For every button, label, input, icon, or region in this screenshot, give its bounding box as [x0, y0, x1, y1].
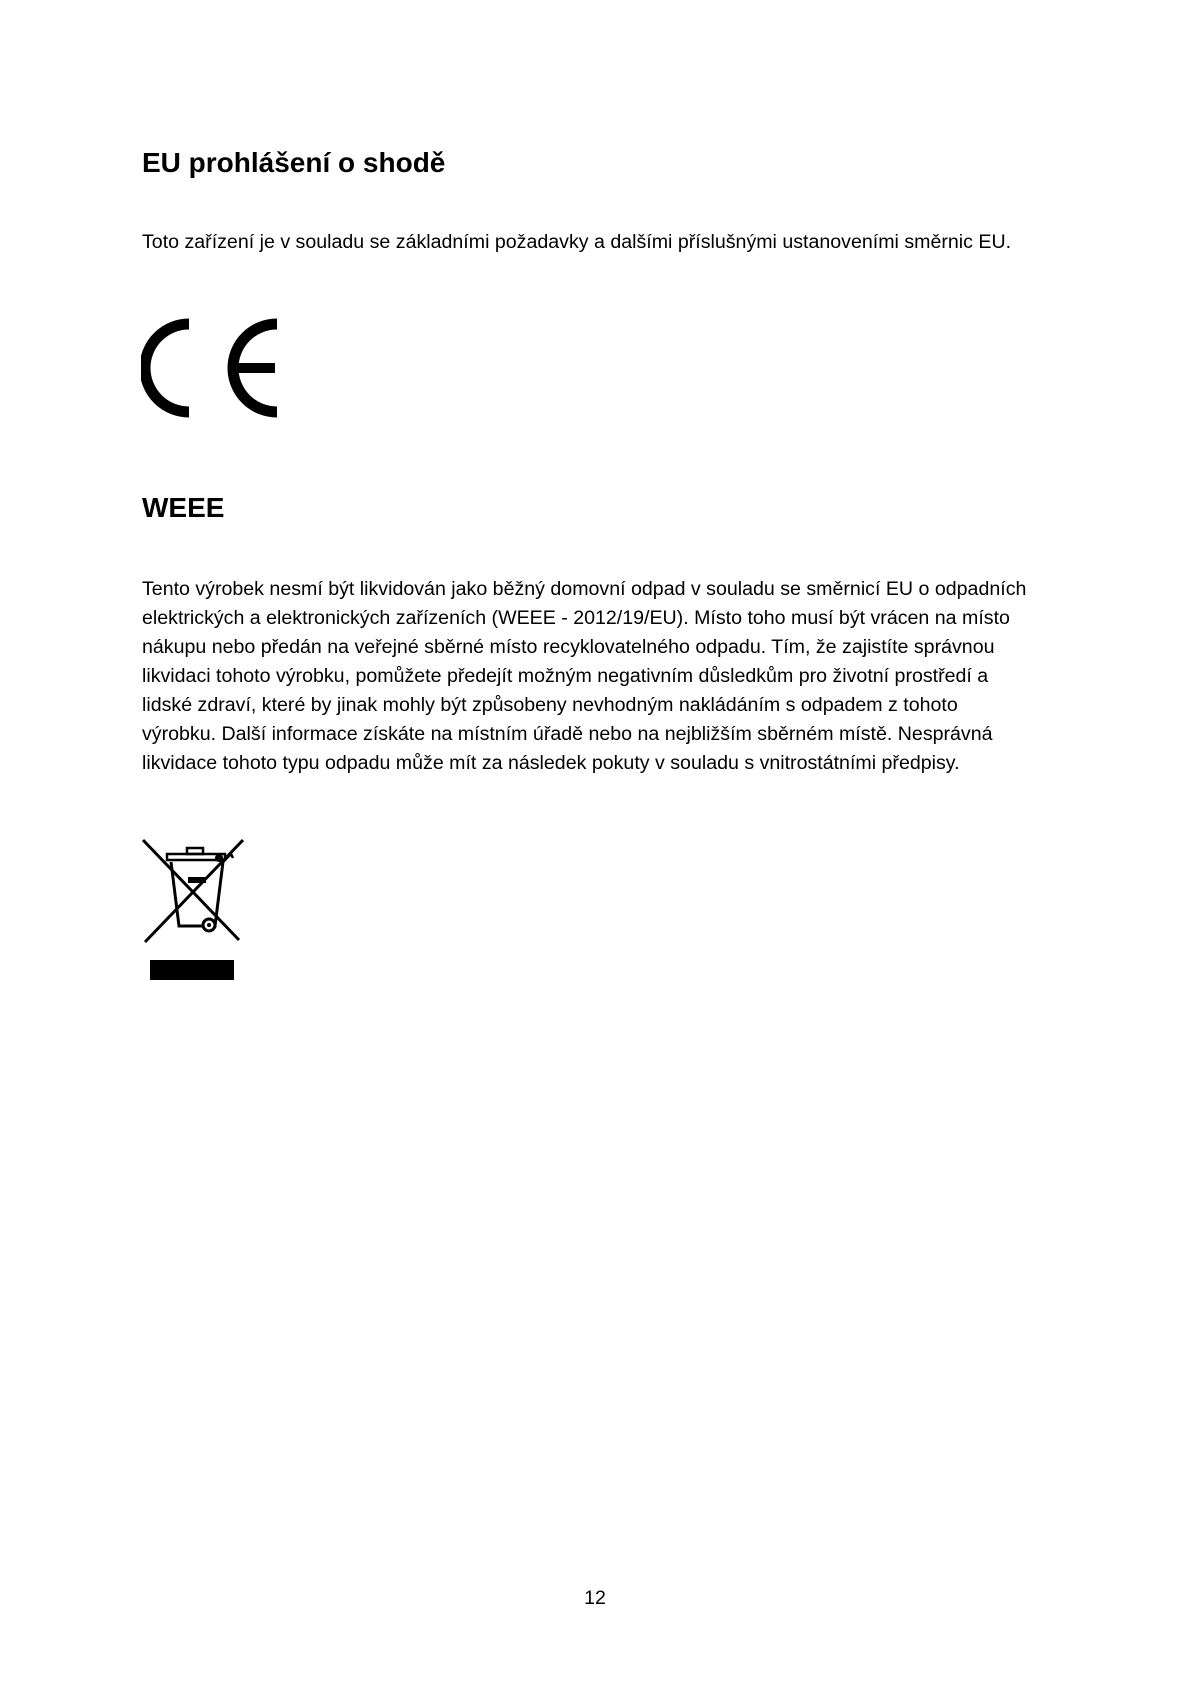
weee-paragraph-line: likvidaci tohoto výrobku, pomůžete předejít možným negativním důsledkům pro životní prostředí a	[142, 665, 989, 687]
eu-declaration-text: Toto zařízení je v souladu se základními požadavky a dalšími příslušnými ustanoveními směrnic EU.	[142, 231, 1012, 253]
weee-paragraph-line: lidské zdraví, které by jinak mohly být způsobeny nevhodným nakládáním s odpadem z tohoto	[142, 694, 958, 716]
page-number: 12	[584, 1587, 606, 1609]
weee-paragraph-line: Tento výrobek nesmí být likvidován jako běžný domovní odpad v souladu se směrnicí EU o odpadních	[142, 578, 1027, 600]
weee-paragraph-line: elektrických a elektronických zařízeních (WEEE - 2012/19/EU). Místo toho musí být vrácen na místo	[142, 607, 1010, 629]
weee-paragraph-line: výrobku. Další informace získáte na místním úřadě nebo na nejbližším sběrném místě. Nesprávná	[142, 723, 993, 745]
weee-paragraph-line: nákupu nebo předán na veřejné sběrné místo recyklovatelného odpadu. Tím, že zajistíte správnou	[142, 636, 995, 658]
eu-declaration-heading: EU prohlášení o shodě	[142, 147, 446, 178]
weee-paragraph	[142, 575, 1072, 778]
crossed-out-wheeled-bin-icon	[141, 838, 245, 986]
ce-mark-icon	[141, 318, 281, 418]
weee-paragraph-line: likvidace tohoto typu odpadu může mít za následek pokuty v souladu s vnitrostátními předpisy.	[142, 752, 960, 774]
weee-heading: WEEE	[142, 492, 225, 523]
